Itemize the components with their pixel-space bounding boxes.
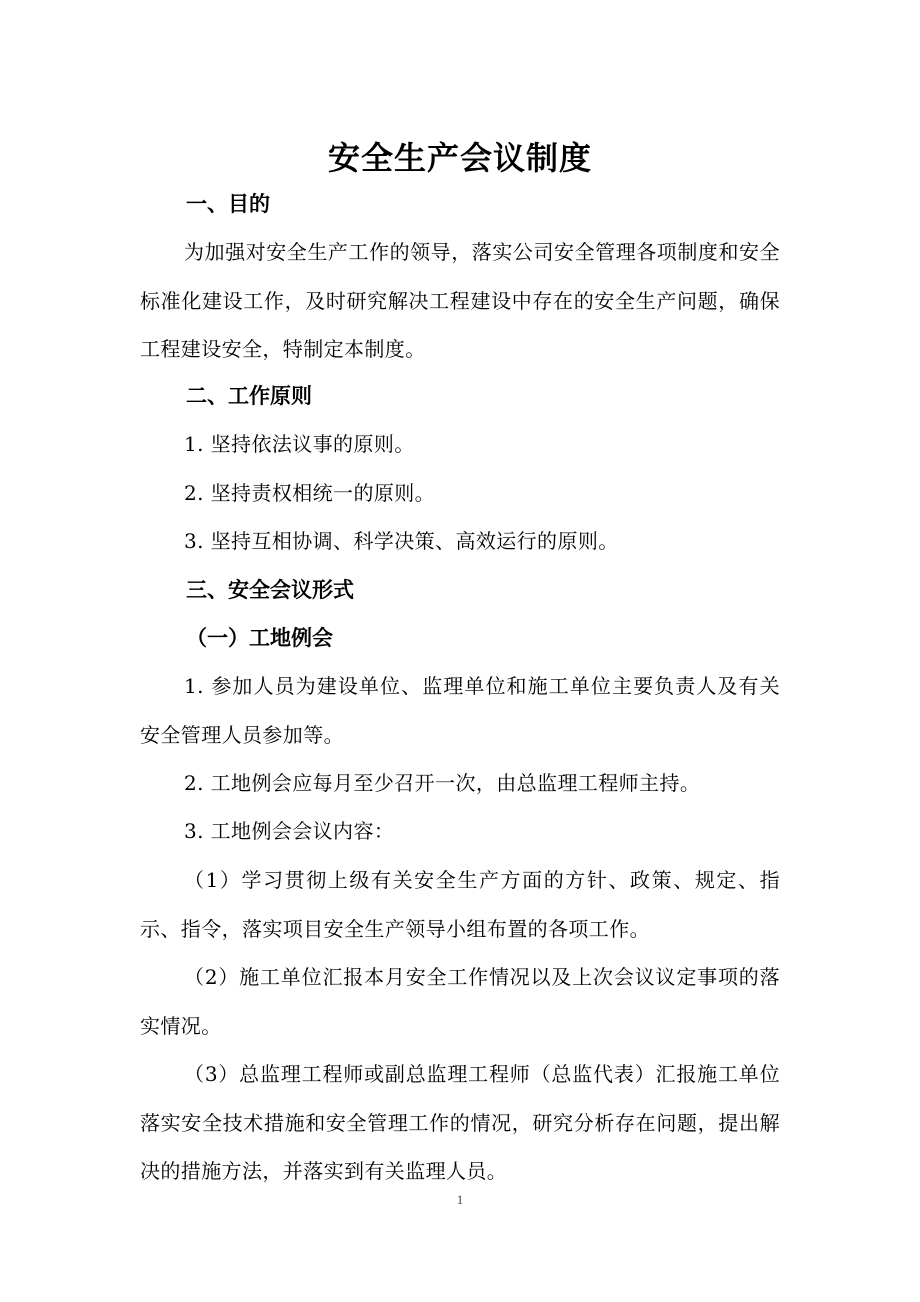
subsection-heading-site-meeting: （一）工地例会 (186, 626, 333, 650)
meeting-content-item-3: （3）总监理工程师或副总监理工程师（总监代表）汇报施工单位落实安全技术措施和安全管理工作的情况，研究分析存在问题，提出解决的措施方法，并落实到有关监理人员。 (140, 1062, 780, 1183)
meeting-content-item-2: （2）施工单位汇报本月安全工作情况以及上次会议议定事项的落实情况。 (140, 965, 780, 1038)
section-heading-principles: 二、工作原则 (186, 384, 312, 408)
principle-item-3: 3. 坚持互相协调、科学决策、高效运行的原则。 (184, 529, 619, 553)
meeting-content-item-1: （1）学习贯彻上级有关安全生产方面的方针、政策、规定、指示、指令，落实项目安全生产领导小组布置的各项工作。 (140, 868, 780, 941)
document-title: 安全生产会议制度 (327, 139, 592, 177)
section-heading-forms: 三、安全会议形式 (186, 578, 354, 602)
site-meeting-item-2: 2. 工地例会应每月至少召开一次，由总监理工程师主持。 (184, 771, 701, 795)
principle-item-1: 1. 坚持依法议事的原则。 (184, 432, 415, 456)
principle-item-2: 2. 坚持责权相统一的原则。 (184, 481, 436, 505)
purpose-paragraph: 为加强对安全生产工作的领导，落实公司安全管理各项制度和安全标准化建设工作，及时研究解决工程建设中存在的安全生产问题，确保工程建设安全，特制定本制度。 (140, 240, 780, 361)
site-meeting-item-1: 1. 参加人员为建设单位、监理单位和施工单位主要负责人及有关安全管理人员参加等。 (140, 674, 780, 747)
site-meeting-item-3: 3. 工地例会会议内容： (184, 819, 395, 843)
page-number: 1 (456, 1192, 464, 1207)
section-heading-purpose: 一、目的 (186, 192, 270, 216)
